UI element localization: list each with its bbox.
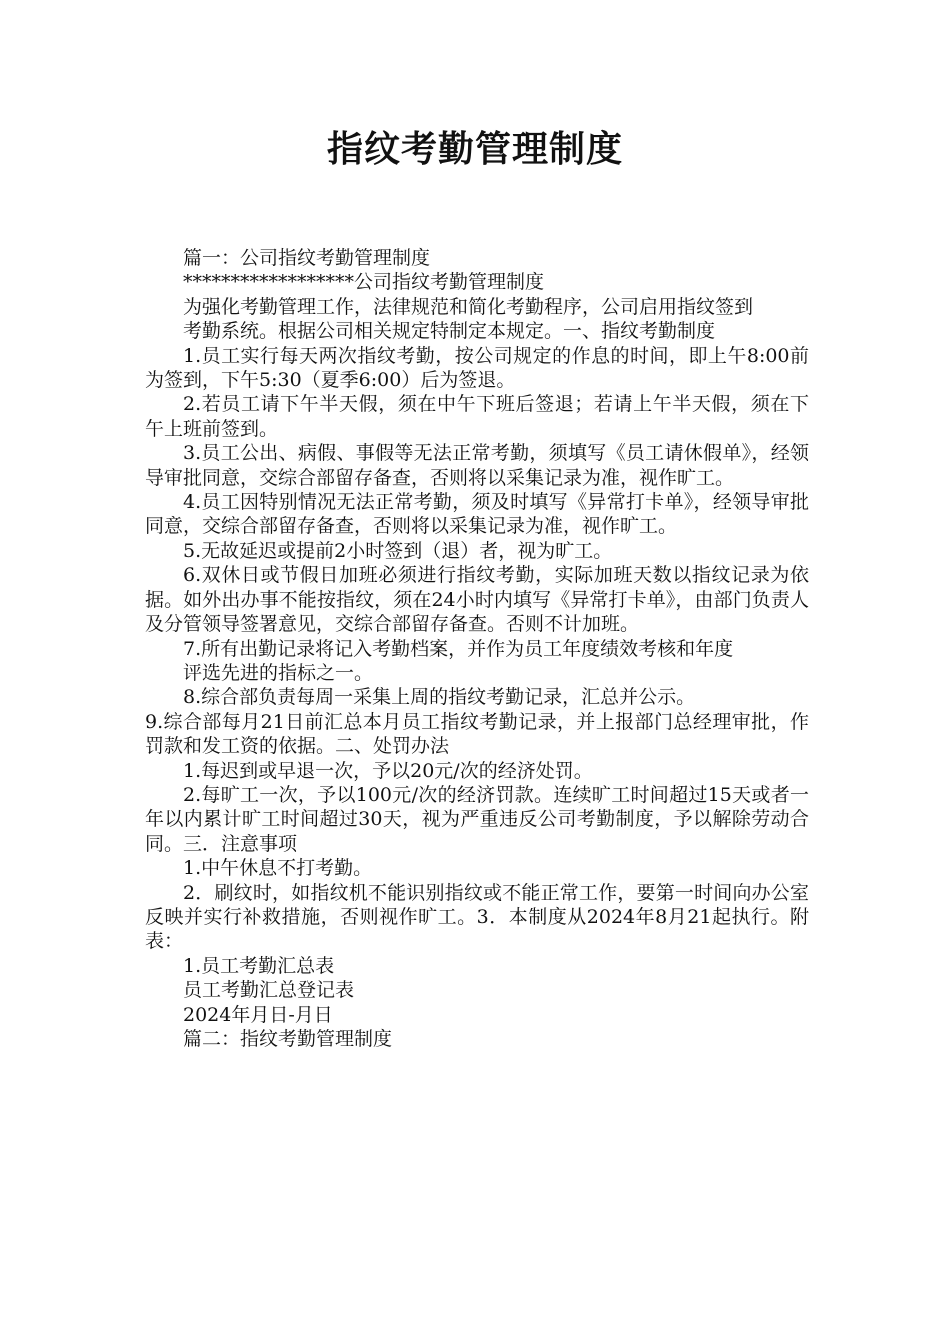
paragraph: 篇一：公司指纹考勤管理制度 — [183, 247, 431, 269]
document-title: 指纹考勤管理制度 — [326, 129, 623, 170]
paragraph: 2．刷纹时，如指纹机不能识别指纹或不能正常工作，要第一时间向办公室反映并实行补救措施，否则视作旷工。3．本制度从2024年8月21起执行。附表： — [145, 881, 809, 953]
paragraph: 1.员工考勤汇总表 — [183, 954, 335, 977]
paragraph: 1.每迟到或早退一次，予以20元/次的经济处罚。 — [183, 759, 593, 782]
paragraph: 篇二：指纹考勤管理制度 — [183, 1028, 393, 1050]
paragraph: 为强化考勤管理工作，法律规范和简化考勤程序，公司启用指纹签到 — [183, 295, 754, 318]
paragraph: 6.双休日或节假日加班必须进行指纹考勤，实际加班天数以指纹记录为依据。如外出办事不能按指纹，须在24小时内填写《异常打卡单》，由部门负责人及分管领导签署意见，交综合部留存备查。否则不计加班。 — [145, 564, 809, 636]
paragraph: 2.若员工请下午半天假，须在中午下班后签退；若请上午半天假，须在下午上班前签到。 — [145, 393, 809, 440]
paragraph: 3.员工公出、病假、事假等无法正常考勤，须填写《员工请休假单》，经领导审批同意，交综合部留存备查，否则将以采集记录为准，视作旷工。 — [145, 442, 809, 489]
paragraph: 4.员工因特别情况无法正常考勤，须及时填写《异常打卡单》，经领导审批同意，交综合部留存备查，否则将以采集记录为准，视作旷工。 — [145, 491, 809, 538]
paragraph: 2024年月日-月日 — [183, 1003, 333, 1026]
paragraph: 8.综合部负责每周一采集上周的指纹考勤记录，汇总并公示。 — [183, 686, 696, 709]
document-body — [145, 246, 809, 1051]
paragraph: 2.每旷工一次，予以100元/次的经济罚款。连续旷工时间超过15天或者一年以内累计旷工时间超过30天，视为严重违反公司考勤制度，予以解除劳动合同。三．注意事项 — [145, 783, 809, 855]
paragraph: 1.中午休息不打考勤。 — [183, 857, 373, 880]
paragraph: 5.无故延迟或提前2小时签到（退）者，视为旷工。 — [183, 539, 613, 562]
paragraph: 评选先进的指标之一。 — [183, 661, 374, 684]
paragraph: 员工考勤汇总登记表 — [183, 979, 355, 1002]
paragraph: 9.综合部每月21日前汇总本月员工指纹考勤记录，并上报部门总经理审批，作罚款和发工资的依据。二、处罚办法 — [145, 710, 809, 758]
paragraph: 7.所有出勤记录将记入考勤档案，并作为员工年度绩效考核和年度 — [183, 637, 734, 660]
paragraph: 考勤系统。根据公司相关规定特制定本规定。一、指纹考勤制度 — [183, 320, 716, 343]
paragraph: 1.员工实行每天两次指纹考勤，按公司规定的作息的时间，即上午8:00前为签到，下午5:30（夏季6:00）后为签退。 — [145, 344, 809, 392]
paragraph: ******************公司指纹考勤管理制度 — [183, 271, 545, 294]
